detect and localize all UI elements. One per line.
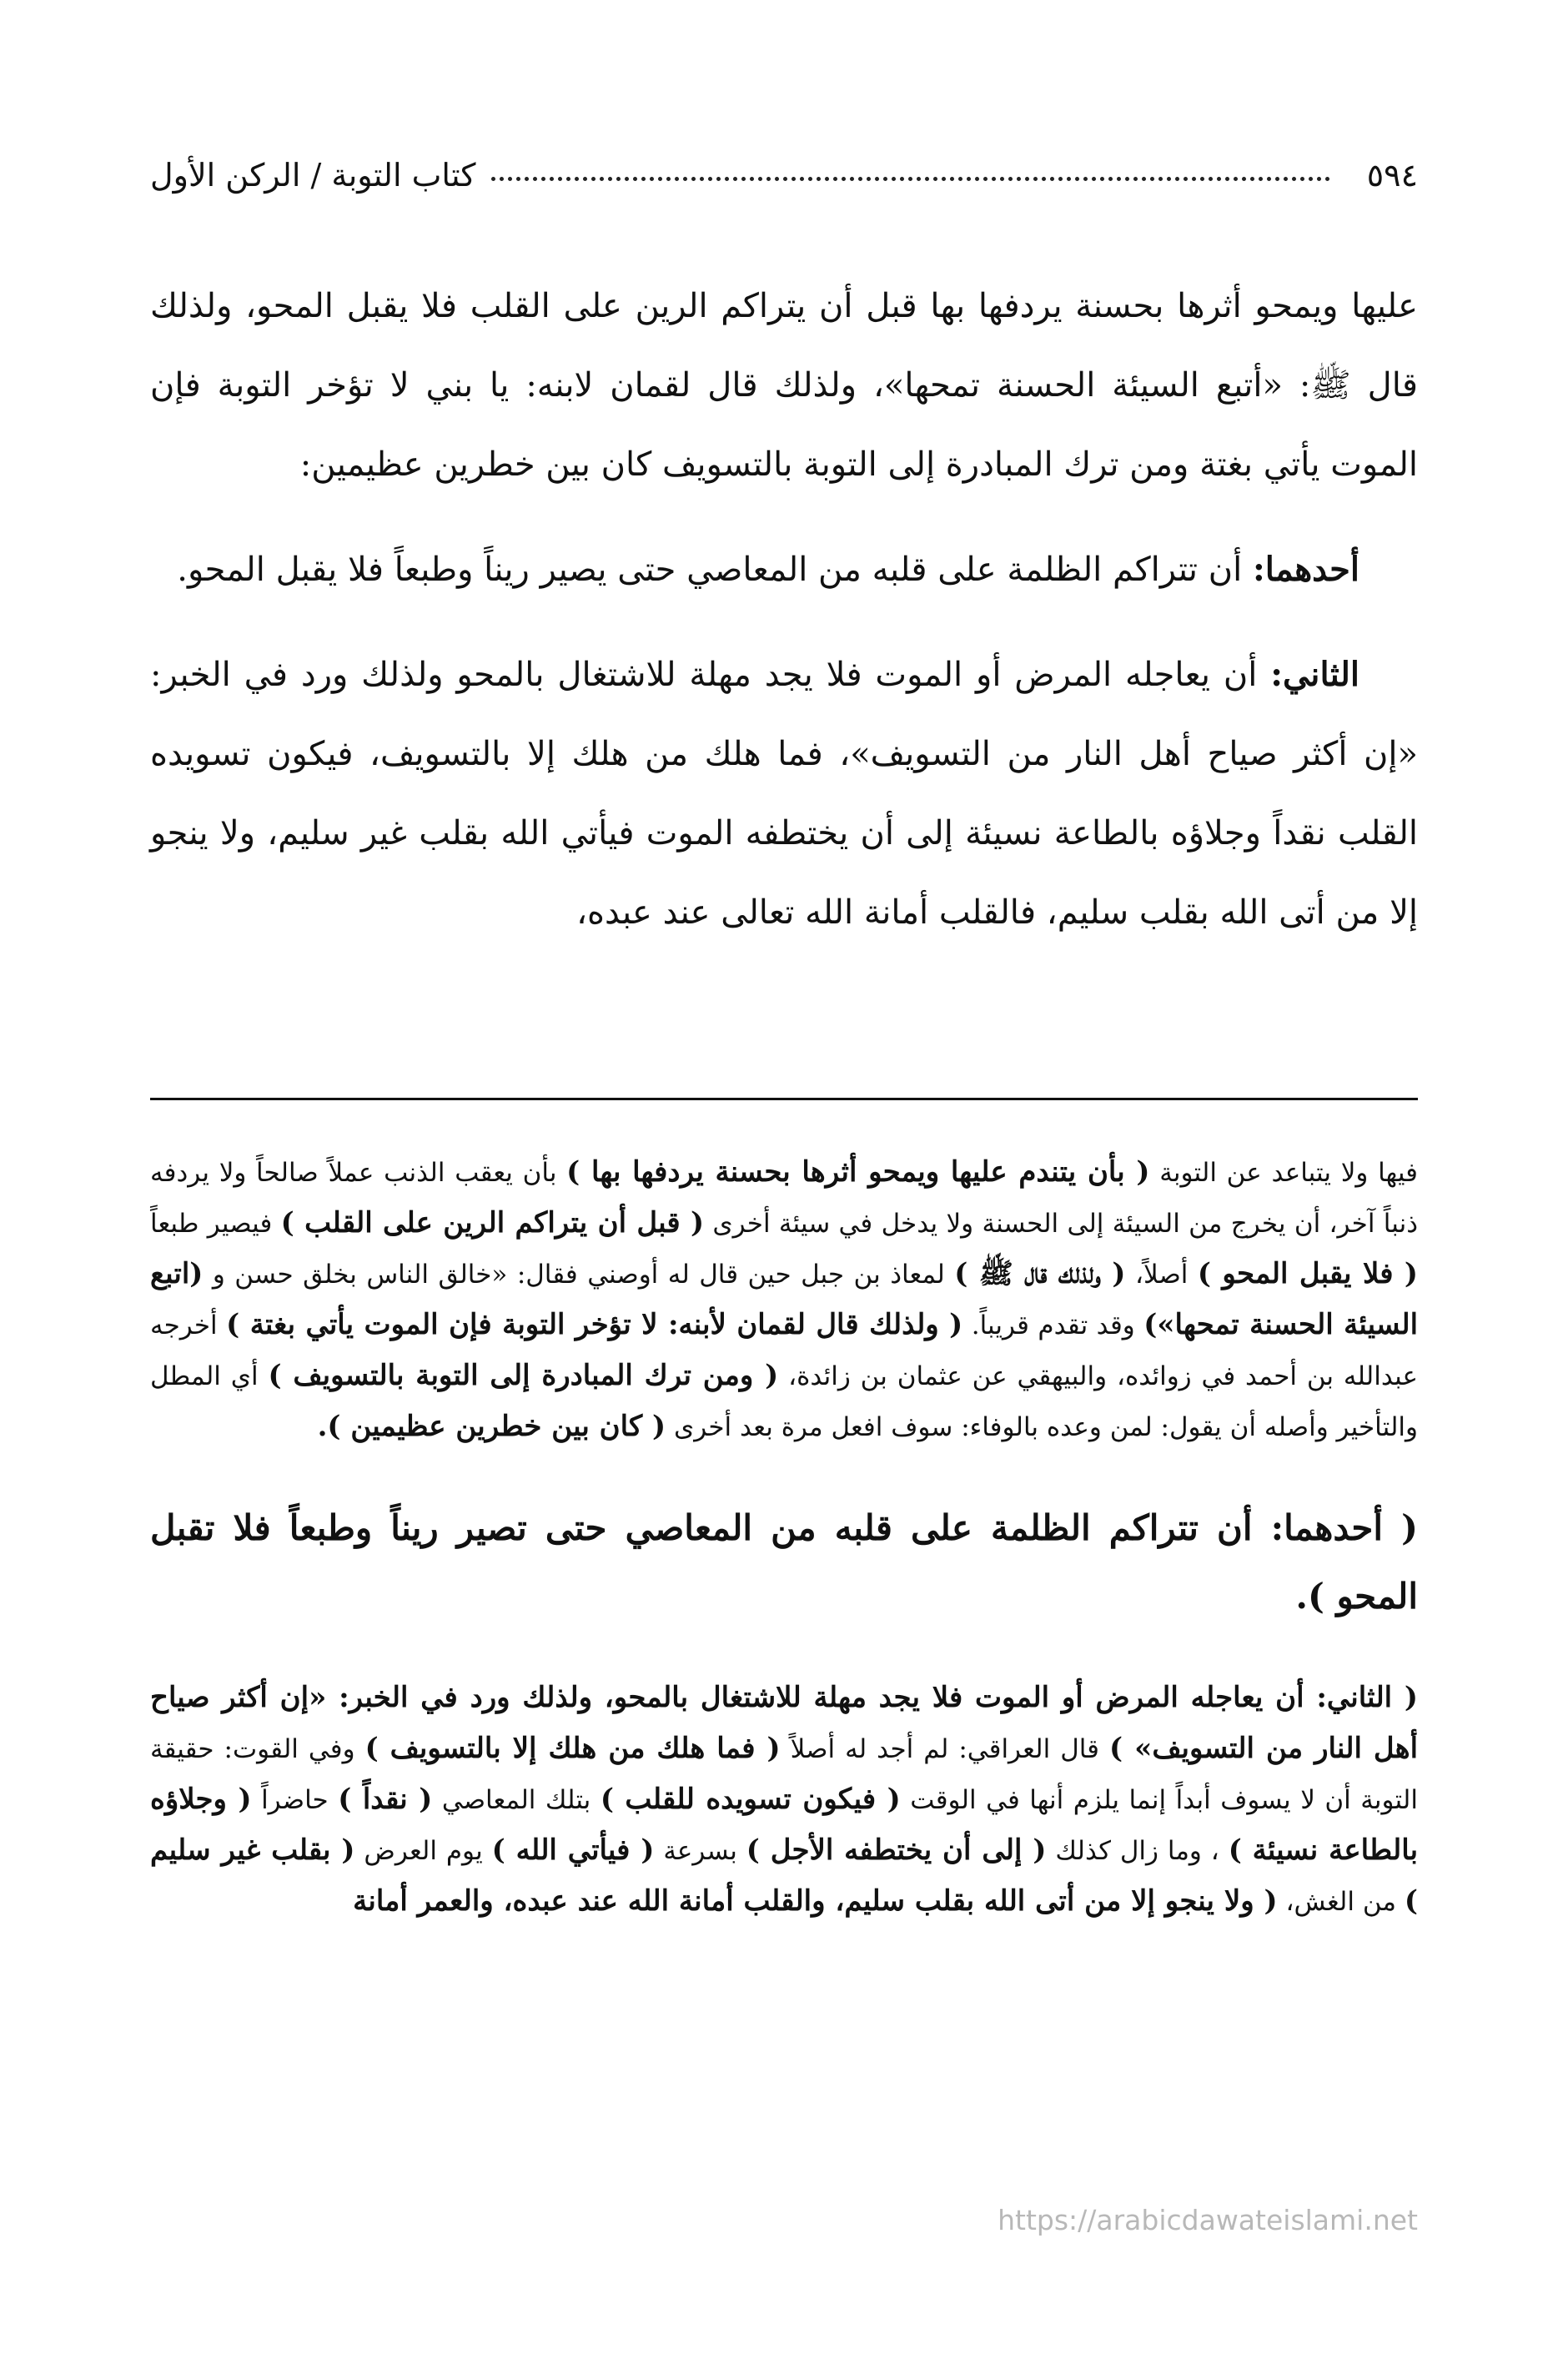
paragraph-lead: الثاني: [1270, 655, 1359, 694]
commentary-quote: ( فيكون تسويده للقلب ) [600, 1783, 901, 1816]
commentary-text: بأن يعقب الذنب عملاً صالحاً ولا يردفه ذنباً آخر، أن يخرج من السيئة إلى الحسنة ولا يدخل في سيئة أخرى [150, 1158, 1419, 1239]
commentary-text: بتلك المعاصي [441, 1785, 591, 1815]
main-paragraph-2 [150, 530, 1418, 610]
commentary-quote: ( وجلاؤه بالطاعة نسيئة ) [150, 1783, 1419, 1867]
paragraph-text: أن يعاجله المرض أو الموت فلا يجد مهلة للاشتغال بالمحو ولذلك ورد في الخبر: «إن أكثر صياح أهل النار من التسويف»، فما هلك من هلك إلا بالتسويف، فيكون تسويده القلب نقداً وجلاؤه بالطاعة نسيئة إلى أن يختطفه الموت فيأتي الله بقلب غير سليم، ولا ينجو إلا من أتى الله بقلب سليم، فالقلب أمانة الله تعالى عند عبده، [150, 656, 1418, 932]
commentary-quote: ( نقداً ) [338, 1783, 433, 1816]
commentary-quote: ( بقلب غير سليم ) [150, 1833, 1418, 1918]
commentary-text: أي المطل والتأخير وأصله أن يقول: لمن وعده بالوفاء: سوف افعل مرة بعد أخرى [150, 1361, 1418, 1442]
running-title: كتاب التوبة / الركن الأول [150, 157, 476, 194]
page-number: ٥٩٤ [1366, 157, 1418, 194]
commentary-text: فيها ولا يتباعد عن التوبة [1159, 1158, 1418, 1188]
commentary-text: وقد تقدم قريباً. [971, 1310, 1135, 1340]
commentary-quote: ( إلى أن يختطفه الأجل ) [746, 1833, 1047, 1867]
page-header [150, 150, 1418, 200]
commentary-quote: ( فما هلك من هلك إلا بالتسويف ) [364, 1732, 781, 1765]
header-dot-leader [491, 177, 1330, 181]
commentary-quote: ( بأن يتندم عليها ويمحو أثرها بحسنة يردفها بها ) [566, 1155, 1150, 1189]
commentary-text: وفي القوت: حقيقة التوبة أن لا يسوف أبداً إنما يلزم أنها في الوقت [150, 1734, 1418, 1815]
commentary-text: من الغش، [1285, 1887, 1397, 1917]
main-text [150, 267, 1418, 978]
watermark-url: https://arabicdawateislami.net [998, 2204, 1418, 2236]
commentary-quote: ( الثاني: أن يعاجله المرض أو الموت فلا يجد مهلة للاشتغال بالمحو، ولذلك ورد في الخبر: «إن أكثر صياح أهل النار من التسويف» ) [150, 1681, 1419, 1765]
paragraph-text: أن تتراكم الظلمة على قلبه من المعاصي حتى يصير ريناً وطبعاً فلا يقبل المحو. [177, 551, 1243, 589]
commentary-quote: ( فلا يقبل المحو ) [1197, 1257, 1419, 1290]
commentary-text: لمعاذ بن جبل حين قال له أوصني فقال: «خالق الناس بخلق حسن و [212, 1260, 945, 1290]
commentary [150, 1147, 1418, 1969]
commentary-quote: ( كان بين خطرين عظيمين ). [317, 1410, 666, 1443]
main-paragraph-1: عليها ويمحو أثرها بحسنة يردفها بها قبل أن يتراكم الرين على القلب فلا يقبل المحو، ولذلك قال ﷺ: «أتبع السيئة الحسنة تمحها»، ولذلك قال لقمان لابنه: يا بني لا تؤخر التوبة فإن الموت يأتي بغتة ومن ترك المبادرة إلى التوبة بالتسويف كان بين خطرين عظيمين: [150, 287, 1418, 484]
commentary-quote: ( ومن ترك المبادرة إلى التوبة بالتسويف ) [268, 1359, 779, 1392]
commentary-text: ، وما زال كذلك [1055, 1836, 1219, 1866]
commentary-paragraph-1 [150, 1147, 1418, 1452]
commentary-quote: ( ولذلك قال لقمان لأبنه: لا تؤخر التوبة فإن الموت يأتي بغتة ) [226, 1308, 963, 1341]
paragraph-lead: أحدهما: [1252, 550, 1359, 589]
commentary-text: أخرجه عبدالله بن أحمد في زوائده، والبيهقي عن عثمان بن زائدة، [150, 1310, 1418, 1391]
commentary-text: حاضراً [261, 1785, 329, 1815]
commentary-text: بسرعة [663, 1836, 737, 1866]
commentary-quote: ( ولذلك قال ﷺ ) [954, 1257, 1126, 1290]
commentary-quote: (اتبع السيئة الحسنة تمحها») [150, 1257, 1419, 1341]
commentary-text: فيصير طبعاً [150, 1209, 273, 1239]
commentary-text: قال العراقي: لم أجد له أصلاً [790, 1734, 1099, 1764]
main-paragraph-3 [150, 635, 1418, 953]
commentary-text: أصلاً، [1134, 1260, 1189, 1290]
commentary-quote: ( فيأتي الله ) [491, 1833, 655, 1867]
commentary-paragraph-2: ( أحدهما: أن تتراكم الظلمة على قلبه من المعاصي حتى تصير ريناً وطبعاً فلا تقبل المحو ). [150, 1507, 1418, 1617]
commentary-quote: ( ولا ينجو إلا من أتى الله بقلب سليم، والقلب أمانة الله عند عبده، والعمر أمانة [353, 1884, 1278, 1918]
section-divider [150, 1098, 1418, 1100]
commentary-paragraph-3 [150, 1672, 1418, 1927]
commentary-quote: ( قبل أن يتراكم الرين على القلب ) [280, 1206, 705, 1240]
commentary-text: يوم العرض [364, 1836, 483, 1866]
